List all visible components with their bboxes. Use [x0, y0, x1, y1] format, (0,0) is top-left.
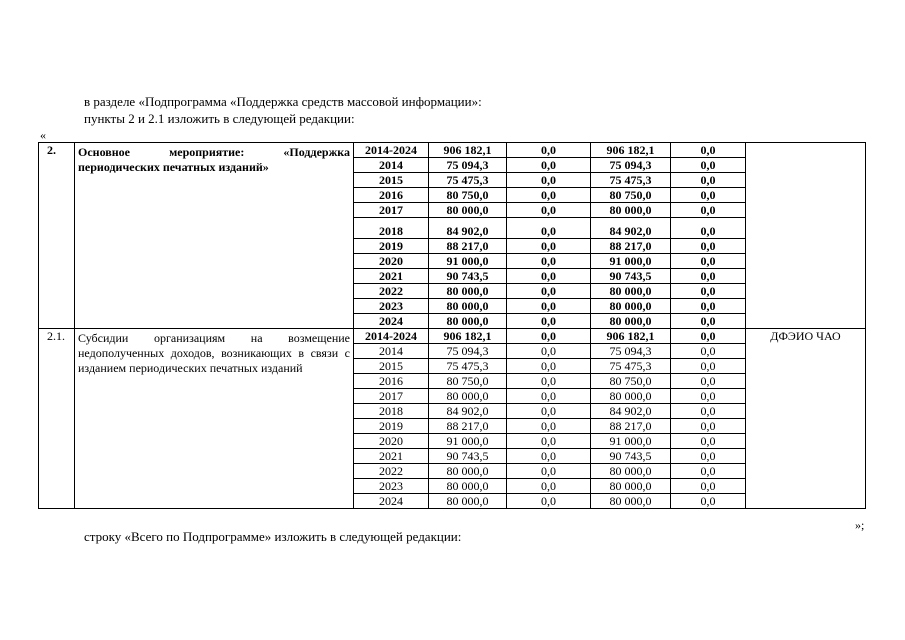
funding-cell: 0,0	[507, 158, 591, 173]
total-cell: 80 000,0	[429, 299, 507, 314]
funding-cell: 75 475,3	[591, 173, 671, 188]
funding-cell: 0,0	[507, 188, 591, 203]
funding-cell: 0,0	[507, 344, 591, 359]
table-row	[39, 143, 866, 158]
funding-cell: 0,0	[671, 284, 746, 299]
header-line-1: в разделе «Подпрограмма «Поддержка средств массовой информации»:	[84, 94, 482, 109]
funding-cell: 84 902,0	[591, 218, 671, 239]
year-cell: 2014	[354, 158, 429, 173]
funding-cell: 88 217,0	[591, 239, 671, 254]
funding-cell: 0,0	[507, 239, 591, 254]
funding-cell: 0,0	[671, 269, 746, 284]
funding-cell: 80 000,0	[591, 464, 671, 479]
funding-cell: 0,0	[507, 494, 591, 509]
funding-cell: 0,0	[507, 449, 591, 464]
year-cell: 2016	[354, 188, 429, 203]
funding-cell: 91 000,0	[591, 254, 671, 269]
funding-cell: 80 000,0	[591, 314, 671, 329]
total-cell: 906 182,1	[429, 329, 507, 344]
funding-cell: 0,0	[671, 419, 746, 434]
total-cell: 88 217,0	[429, 419, 507, 434]
total-cell: 80 000,0	[429, 284, 507, 299]
year-cell: 2019	[354, 239, 429, 254]
program-table-body	[39, 143, 866, 509]
funding-cell: 0,0	[507, 389, 591, 404]
funding-cell: 906 182,1	[591, 329, 671, 344]
total-cell: 75 475,3	[429, 173, 507, 188]
year-cell: 2024	[354, 314, 429, 329]
year-cell: 2018	[354, 404, 429, 419]
year-cell: 2024	[354, 494, 429, 509]
year-cell: 2020	[354, 254, 429, 269]
funding-cell: 0,0	[507, 479, 591, 494]
funding-cell: 0,0	[671, 173, 746, 188]
year-cell: 2016	[354, 374, 429, 389]
year-cell: 2021	[354, 449, 429, 464]
funding-cell: 0,0	[507, 464, 591, 479]
year-cell: 2021	[354, 269, 429, 284]
funding-cell: 0,0	[671, 479, 746, 494]
year-cell: 2017	[354, 389, 429, 404]
funding-cell: 0,0	[507, 314, 591, 329]
executor-cell	[746, 143, 866, 329]
funding-cell: 0,0	[671, 449, 746, 464]
funding-cell: 80 000,0	[591, 299, 671, 314]
total-cell: 75 094,3	[429, 158, 507, 173]
funding-cell: 75 094,3	[591, 344, 671, 359]
year-cell: 2023	[354, 479, 429, 494]
funding-cell: 91 000,0	[591, 434, 671, 449]
funding-cell: 0,0	[671, 218, 746, 239]
funding-cell: 0,0	[507, 299, 591, 314]
total-cell: 91 000,0	[429, 254, 507, 269]
total-cell: 80 000,0	[429, 464, 507, 479]
funding-cell: 0,0	[671, 389, 746, 404]
total-cell: 80 000,0	[429, 389, 507, 404]
funding-cell: 0,0	[507, 434, 591, 449]
year-cell: 2019	[354, 419, 429, 434]
total-cell: 80 000,0	[429, 203, 507, 218]
funding-cell: 80 000,0	[591, 494, 671, 509]
year-cell: 2018	[354, 218, 429, 239]
funding-cell: 0,0	[671, 254, 746, 269]
funding-cell: 90 743,5	[591, 449, 671, 464]
funding-cell: 0,0	[507, 374, 591, 389]
funding-cell: 0,0	[671, 188, 746, 203]
funding-cell: 0,0	[671, 404, 746, 419]
funding-cell: 0,0	[671, 143, 746, 158]
item-description: Субсидии организациям на возмещение недополученных доходов, возникающих в связи с изданием периодических печатных изданий	[75, 329, 354, 509]
total-cell: 90 743,5	[429, 269, 507, 284]
funding-cell: 0,0	[671, 464, 746, 479]
funding-cell: 80 000,0	[591, 479, 671, 494]
year-cell: 2020	[354, 434, 429, 449]
funding-cell: 0,0	[671, 314, 746, 329]
funding-cell: 0,0	[507, 173, 591, 188]
funding-cell: 0,0	[671, 239, 746, 254]
funding-cell: 0,0	[671, 299, 746, 314]
funding-cell: 0,0	[671, 203, 746, 218]
total-cell: 906 182,1	[429, 143, 507, 158]
funding-cell: 80 000,0	[591, 389, 671, 404]
funding-cell: 80 000,0	[591, 203, 671, 218]
funding-cell: 75 094,3	[591, 158, 671, 173]
total-cell: 75 475,3	[429, 359, 507, 374]
total-cell: 91 000,0	[429, 434, 507, 449]
funding-cell: 0,0	[507, 404, 591, 419]
funding-cell: 0,0	[671, 359, 746, 374]
funding-cell: 0,0	[507, 329, 591, 344]
year-cell: 2014-2024	[354, 329, 429, 344]
total-cell: 88 217,0	[429, 239, 507, 254]
total-cell: 80 000,0	[429, 494, 507, 509]
program-table	[38, 142, 866, 509]
executor-cell: ДФЭИО ЧАО	[746, 329, 866, 509]
total-cell: 80 000,0	[429, 479, 507, 494]
total-cell: 84 902,0	[429, 404, 507, 419]
funding-cell: 75 475,3	[591, 359, 671, 374]
funding-cell: 0,0	[507, 203, 591, 218]
funding-cell: 0,0	[507, 143, 591, 158]
funding-cell: 80 750,0	[591, 374, 671, 389]
funding-cell: 84 902,0	[591, 404, 671, 419]
year-cell: 2017	[354, 203, 429, 218]
year-cell: 2023	[354, 299, 429, 314]
funding-cell: 80 750,0	[591, 188, 671, 203]
year-cell: 2014-2024	[354, 143, 429, 158]
funding-cell: 0,0	[507, 254, 591, 269]
funding-cell: 0,0	[507, 359, 591, 374]
total-cell: 80 000,0	[429, 314, 507, 329]
funding-cell: 0,0	[507, 419, 591, 434]
year-cell: 2014	[354, 344, 429, 359]
funding-cell: 0,0	[507, 269, 591, 284]
header-line-2: пункты 2 и 2.1 изложить в следующей редакции:	[84, 111, 355, 126]
funding-cell: 90 743,5	[591, 269, 671, 284]
open-quote: «	[40, 128, 46, 142]
item-description: Основное мероприятие: «Поддержка периодических печатных изданий»	[75, 143, 354, 329]
funding-cell: 0,0	[671, 374, 746, 389]
total-cell: 84 902,0	[429, 218, 507, 239]
funding-cell: 0,0	[507, 218, 591, 239]
total-cell: 75 094,3	[429, 344, 507, 359]
year-cell: 2022	[354, 284, 429, 299]
year-cell: 2015	[354, 173, 429, 188]
year-cell: 2015	[354, 359, 429, 374]
funding-cell: 88 217,0	[591, 419, 671, 434]
footer-line: строку «Всего по Подпрограмме» изложить в следующей редакции:	[84, 529, 462, 544]
total-cell: 90 743,5	[429, 449, 507, 464]
funding-cell: 0,0	[671, 434, 746, 449]
year-cell: 2022	[354, 464, 429, 479]
funding-cell: 80 000,0	[591, 284, 671, 299]
funding-cell: 0,0	[671, 329, 746, 344]
total-cell: 80 750,0	[429, 188, 507, 203]
item-index: 2.1.	[39, 329, 75, 509]
funding-cell: 0,0	[671, 494, 746, 509]
close-quote: »;	[855, 518, 865, 532]
funding-cell: 0,0	[671, 158, 746, 173]
funding-cell: 0,0	[671, 344, 746, 359]
total-cell: 80 750,0	[429, 374, 507, 389]
funding-cell: 906 182,1	[591, 143, 671, 158]
item-index: 2.	[39, 143, 75, 329]
table-row	[39, 329, 866, 344]
funding-cell: 0,0	[507, 284, 591, 299]
